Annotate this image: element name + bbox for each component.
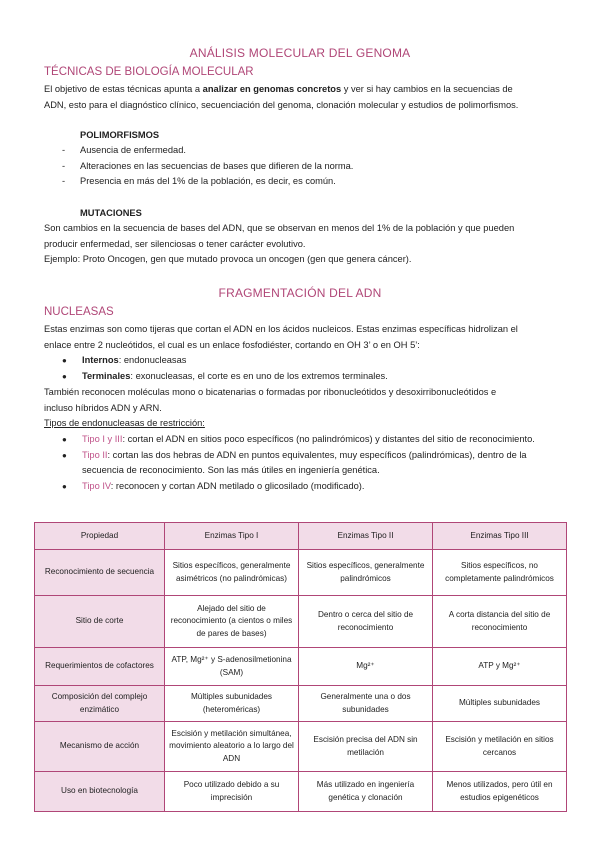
bullet-label: Internos <box>82 355 119 365</box>
table-row-heading: Mecanismo de acción <box>35 722 165 772</box>
mutaciones-line1: Son cambios en la secuencia de bases del ADN, que se observan en menos del 1% de la población y que pueden <box>44 223 515 233</box>
list-item <box>62 369 562 385</box>
nucleasas-line3: También reconocen moléculas mono o bicatenarias o formadas por ribonucleótidos y desoxirribonucleótidos e <box>44 387 497 397</box>
list-item: - Ausencia de enfermedad. <box>62 143 353 159</box>
table-cell: A corta distancia del sitio de reconocimiento <box>433 596 567 648</box>
table-row-heading: Sitio de corte <box>35 596 165 648</box>
intro-text-c: y ver si hay cambios en la secuencias de <box>341 84 513 94</box>
table-cell: Sitios específicos, generalmente palindrómicos <box>299 550 433 596</box>
table-cell: ATP, Mg²⁺ y S-adenosilmetionina (SAM) <box>165 648 299 686</box>
intro-paragraph <box>44 82 564 113</box>
table-cell: Más utilizado en ingeniería genética y clonación <box>299 772 433 812</box>
section-title-fragmentacion: FRAGMENTACIÓN DEL ADN <box>218 286 382 300</box>
table-cell: Alejado del sitio de reconocimiento (a cientos o miles de pares de bases) <box>165 596 299 648</box>
table-cell: Múltiples subunidades (heteroméricas) <box>165 686 299 722</box>
table-cell: ATP y Mg²⁺ <box>433 648 567 686</box>
nucleasas-paragraph-2 <box>44 385 564 432</box>
list-item: - Presencia en más del 1% de la población, es decir, es común. <box>62 174 353 190</box>
table-cell: Escisión y metilación simultánea, movimiento aleatorio a lo largo del ADN <box>165 722 299 772</box>
nucleasas-line4: incluso híbridos ADN y ARN. <box>44 402 162 413</box>
table-row-heading: Uso en biotecnología <box>35 772 165 812</box>
type-text: : reconocen y cortan ADN metilado o glicosilado (modificado). <box>110 480 365 491</box>
table-cell: Escisión y metilación en sitios cercanos <box>433 722 567 772</box>
table-header-cell: Enzimas Tipo III <box>433 523 567 550</box>
table-cell: Múltiples subunidades <box>433 686 567 722</box>
mutaciones-heading: MUTACIONES <box>80 208 142 218</box>
intro-text-bold: analizar en genomas concretos <box>202 84 342 94</box>
list-item <box>62 479 562 495</box>
type-label: Tipo IV <box>82 480 111 491</box>
table-cell: Dentro o cerca del sitio de reconocimiento <box>299 596 433 648</box>
section-heading-nucleasas: NUCLEASAS <box>44 306 114 318</box>
list-item <box>62 353 562 369</box>
nucleasas-line1: Estas enzimas son como tijeras que cortan el ADN en los ácidos nucleicos. Estas enzimas específicas hidrolizan el <box>44 324 518 334</box>
nucleasas-bullets <box>62 353 562 384</box>
types-list <box>62 432 562 494</box>
nucleasas-paragraph <box>44 322 564 353</box>
intro-text-line2: ADN, esto para el diagnóstico clínico, secuenciación del genoma, clonación molecular y estudios de polimorfismos. <box>44 99 519 110</box>
type-label: Tipo II <box>82 449 108 460</box>
bullet-text: : exonucleasas, el corte es en uno de los extremos terminales. <box>130 370 388 381</box>
mutaciones-line2: producir enfermedad, ser silenciosas o tener carácter evolutivo. <box>44 238 306 249</box>
polimorfismos-list <box>62 143 353 190</box>
table-row <box>35 722 567 772</box>
types-heading: Tipos de endonucleasas de restricción: <box>44 418 205 429</box>
table-header-row <box>35 523 567 550</box>
table-header-cell: Enzimas Tipo II <box>299 523 433 550</box>
nucleasas-line2: enlace entre 2 nucleótidos, el cual es un enlace fosfodiéster, cortando en OH 3’ o en OH 5’: <box>44 339 420 350</box>
bullet-label: Terminales <box>82 370 131 381</box>
type-label: Tipo I y III <box>82 434 123 444</box>
table-row <box>35 686 567 722</box>
table-row <box>35 550 567 596</box>
table-row-heading: Reconocimiento de secuencia <box>35 550 165 596</box>
list-item <box>62 432 562 448</box>
list-item: - Alteraciones en las secuencias de bases que difieren de la norma. <box>62 159 353 175</box>
list-item <box>62 448 562 479</box>
intro-text-a: El objetivo de estas técnicas apunta a <box>44 84 203 94</box>
table-cell: Menos utilizados, pero útil en estudios epigenéticos <box>433 772 567 812</box>
section-heading-tecnicas: TÉCNICAS DE BIOLOGÍA MOLECULAR <box>44 66 254 78</box>
table-row <box>35 648 567 686</box>
bullet-text: : endonucleasas <box>118 355 187 365</box>
mutaciones-paragraph <box>44 221 564 268</box>
page-title: ANÁLISIS MOLECULAR DEL GENOMA <box>189 46 411 60</box>
polimorfismos-heading: POLIMORFISMOS <box>80 130 160 140</box>
enzymes-comparison-table <box>34 522 567 812</box>
table-row <box>35 596 567 648</box>
table-cell: Generalmente una o dos subunidades <box>299 686 433 722</box>
type-text: : cortan el ADN en sitios poco específicos (no palindrómicos) y distantes del sitio de reconocimiento. <box>122 434 535 444</box>
table-cell: Escisión precisa del ADN sin metilación <box>299 722 433 772</box>
table-cell: Sitios específicos, no completamente palindrómicos <box>433 550 567 596</box>
table-cell: Sitios específicos, generalmente asimétricos (no palindrómicas) <box>165 550 299 596</box>
table-row <box>35 772 567 812</box>
type-text: : cortan las dos hebras de ADN en puntos equivalentes, muy específicos (palindrómicas), dentro de la secuencia de reconocimiento. Son las más útiles en ingeniería genética. <box>82 449 527 476</box>
table-cell: Poco utilizado debido a su imprecisión <box>165 772 299 812</box>
table-header-cell: Propiedad <box>35 523 165 550</box>
table-header-cell: Enzimas Tipo I <box>165 523 299 550</box>
table-row-heading: Requerimientos de cofactores <box>35 648 165 686</box>
table-row-heading: Composición del complejo enzimático <box>35 686 165 722</box>
mutaciones-line3: Ejemplo: Proto Oncogen, gen que mutado provoca un oncogen (gen que genera cáncer). <box>44 254 412 265</box>
table-cell: Mg²⁺ <box>299 648 433 686</box>
